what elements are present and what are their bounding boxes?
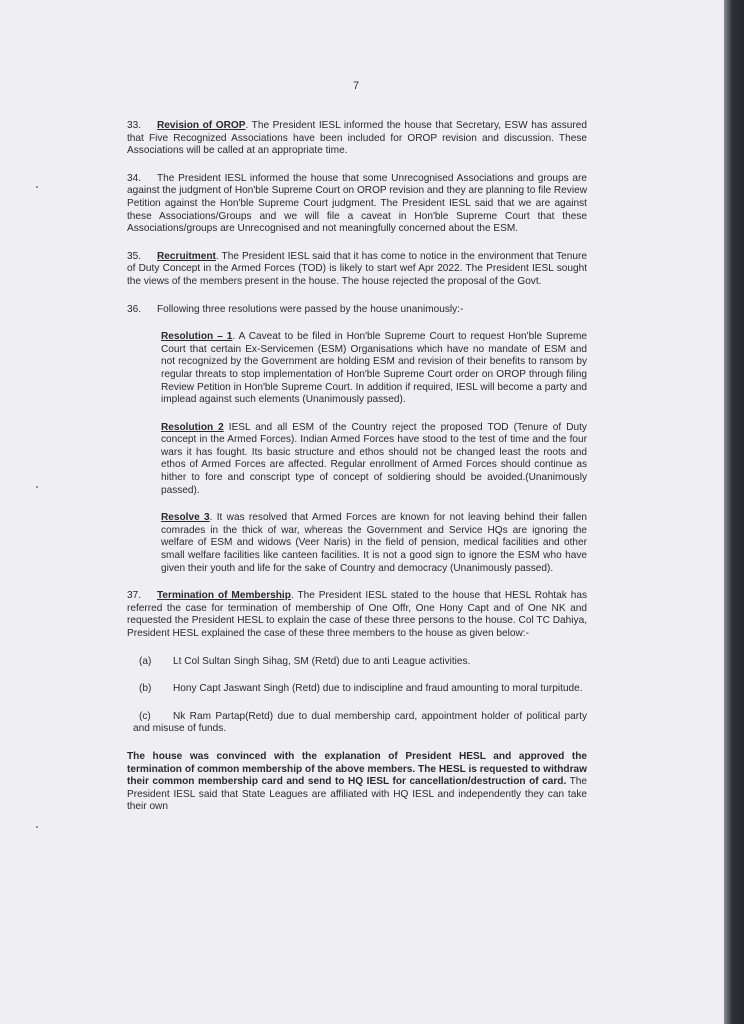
paragraph-33 [127, 120, 587, 158]
paragraph-36 [127, 304, 587, 317]
scan-speck [36, 486, 38, 488]
paragraph-number: 34. [127, 172, 142, 184]
scanner-edge [724, 0, 744, 1024]
resolution-text: IESL and all ESM of the Country reject the proposed TOD (Tenure of Duty concept in the Armed Forces). Indian Armed Forces have stood to the test of time and the four wars it has fought. Its basic structure and ethos should not be changed least the roots and ethos of Armed Forces are affected. Regular enrollment of Armed Forces should continue as hither to fore and conscript type of concept of soldiering should be avoided.(Unanimously passed). [161, 421, 587, 496]
paragraph-number: 36. [127, 303, 142, 315]
list-item-label: (c) [139, 710, 151, 722]
paragraph-text: The President IESL informed the house that some Unrecognised Associations and groups are against the judgment of Hon'ble Supreme Court on OROP revision and they are planning to file Review Petition against the Hon'ble Supreme Court judgment. The President IESL said that we are against these Associations/Groups and we will file a caveat in Hon'ble Supreme Court that these Associations/groups are Unrecognised and not meaningfully concerned about the ESM. [127, 172, 587, 235]
paragraph-text: Following three resolutions were passed by the house unanimously:- [157, 303, 464, 315]
document-body [127, 120, 587, 829]
paragraph-text: . The President IESL said that it has come to notice in the environment that Tenure of Duty Concept in the Armed Forces (TOD) is likely to start wef Apr 2022. The President IESL sought the views of the members present in the house. The house rejected the proposal of the Govt. [127, 250, 587, 287]
resolution-1 [161, 331, 587, 407]
scan-speck [36, 186, 38, 188]
paragraph-number: 35. [127, 250, 142, 262]
paragraph-text: . The President IESL informed the house that Secretary, ESW has assured that Five Recognized Associations have been included for OROP revision and discussion. These Associations will be called at an appropriate time. [127, 120, 587, 157]
paragraph-number: 33. [127, 120, 142, 131]
list-item-text: Hony Capt Jaswant Singh (Retd) due to indiscipline and fraud amounting to moral turpitude. [173, 683, 583, 695]
resolution-2 [161, 422, 587, 498]
paragraph-heading: Termination of Membership [157, 590, 291, 602]
paragraph-37 [127, 590, 587, 640]
list-item [133, 683, 587, 696]
paragraph-number: 37. [127, 590, 142, 602]
closing-text: The President IESL said that State Leagues are affiliated with HQ IESL and independently they can take their own [127, 776, 588, 813]
list-item-text: Nk Ram Partap(Retd) due to dual membership card, appointment holder of political party and misuse of funds. [133, 710, 587, 735]
resolution-heading: Resolution 2 [161, 421, 224, 433]
paragraph-34 [127, 173, 587, 236]
closing-paragraph [127, 751, 587, 814]
resolution-heading: Resolution – 1 [161, 331, 233, 343]
resolution-text: . A Caveat to be filed in Hon'ble Supreme Court to request Hon'ble Supreme Court that certain Ex-Servicemen (ESM) Organisations which have no mandate of ESM and not recognized by the Government are holding ESM and revision of their benefits to ransom by regular threats to stop implementation of Hon'ble Supreme Court order on OROP through filing Review Petition in Hon'ble Supreme Court. In addition if required, IESL will become a party and implead against such elements (Unanimously passed). [161, 331, 587, 406]
resolve-3 [161, 512, 587, 575]
resolution-text: . It was resolved that Armed Forces are known for not leaving behind their fallen comrades in the thick of war, whereas the Government and Service HQs are ignoring the welfare of ESM and widows (Veer Naris) in the field of pension, medical facilities and other small welfare facilities like canteen facilities. It is not a good sign to ignore the ESM who have given their youth and life for the sake of Country and democracy (Unanimously passed). [161, 512, 587, 574]
list-item [133, 656, 587, 669]
resolution-heading: Resolve 3 [161, 512, 210, 524]
list-item-label: (a) [139, 655, 152, 667]
paragraph-text: . The President IESL stated to the house that HESL Rohtak has referred the case for termination of membership of One Offr, One Hony Capt and of One NK and requested the President HESL to explain the case of these three persons to the house. Col TC Dahiya, President HESL explained the case of these three members to the house as given below:- [127, 590, 587, 639]
paragraph-heading: Recruitment [157, 250, 216, 262]
closing-bold-text: The house was convinced with the explanation of President HESL and approved the termination of common membership of the above members. The HESL is requested to withdraw their common membership card and send to HQ IESL for cancellation/destruction of card. [127, 750, 587, 788]
list-item-label: (b) [139, 683, 152, 695]
page-number: 7 [352, 80, 360, 92]
list-item [133, 711, 587, 736]
scan-speck [36, 826, 38, 828]
list-item-text: Lt Col Sultan Singh Sihag, SM (Retd) due to anti League activities. [173, 655, 471, 667]
paragraph-35 [127, 251, 587, 289]
paragraph-heading: Revision of OROP [157, 120, 246, 131]
